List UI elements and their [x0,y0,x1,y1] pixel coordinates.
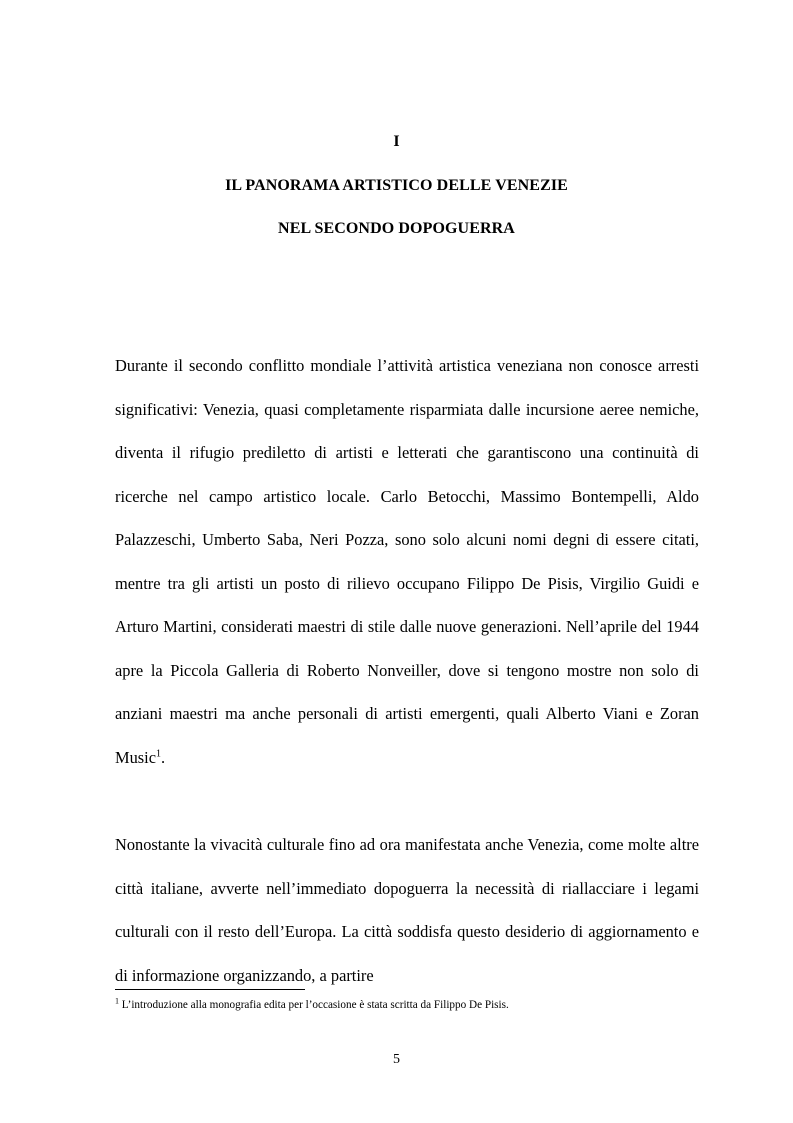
chapter-title-line-2: NEL SECONDO DOPOGUERRA [278,220,515,237]
page-number: 5 [393,1052,400,1067]
footnote [115,997,705,1013]
footnote-marker: 1 [115,996,119,1006]
chapter-number: I [393,133,400,150]
footnote-reference[interactable]: 1 [155,748,161,760]
footnote-text: L’introduzione alla monografia edita per l’occasione è stata scritta da Filippo De Pisis. [119,999,509,1011]
footnote-separator [115,989,305,990]
body-paragraph-2 [115,823,699,997]
paragraph-1-end: . [160,747,166,767]
paragraph-1-text: Durante il secondo conflitto mondiale l’attività artistica veneziana non conosce arresti significativi: Venezia, quasi completamente risparmiata dalle incursione aeree nemiche, diventa il rifugio prediletto di artisti e letterati che garantiscono una continuità di ricerche nel campo artistico locale. Carlo Betocchi, Massimo Bontempelli, Aldo Palazzeschi, Umberto Saba, Neri Pozza, sono solo alcuni nomi degni di essere citati, mentre tra gli artisti un posto di rilievo occupano Filippo De Pisis, Virgilio Guidi e Arturo Martini, considerati maestri di stile dalle nuove generazioni. Nell’aprile del 1944 apre la Piccola Galleria di Roberto Nonveiller, dove si tengono mostre non solo di anziani maestri ma anche personali di artisti emergenti, quali Alberto Viani e Zoran Music [115,356,699,767]
paragraph-2-text: Nonostante la vivacità culturale fino ad ora manifestata anche Venezia, come molte altre città italiane, avverte nell’immediato dopoguerra la necessità di riallacciare i legami culturali con il resto dell’Europa. La città soddisfa questo desiderio di aggiornamento e di informazione organizzando, a partire [115,835,699,985]
body-paragraph-1 [115,344,699,779]
chapter-title-line-1: IL PANORAMA ARTISTICO DELLE VENEZIE [225,177,568,194]
paragraph-text [115,344,699,779]
